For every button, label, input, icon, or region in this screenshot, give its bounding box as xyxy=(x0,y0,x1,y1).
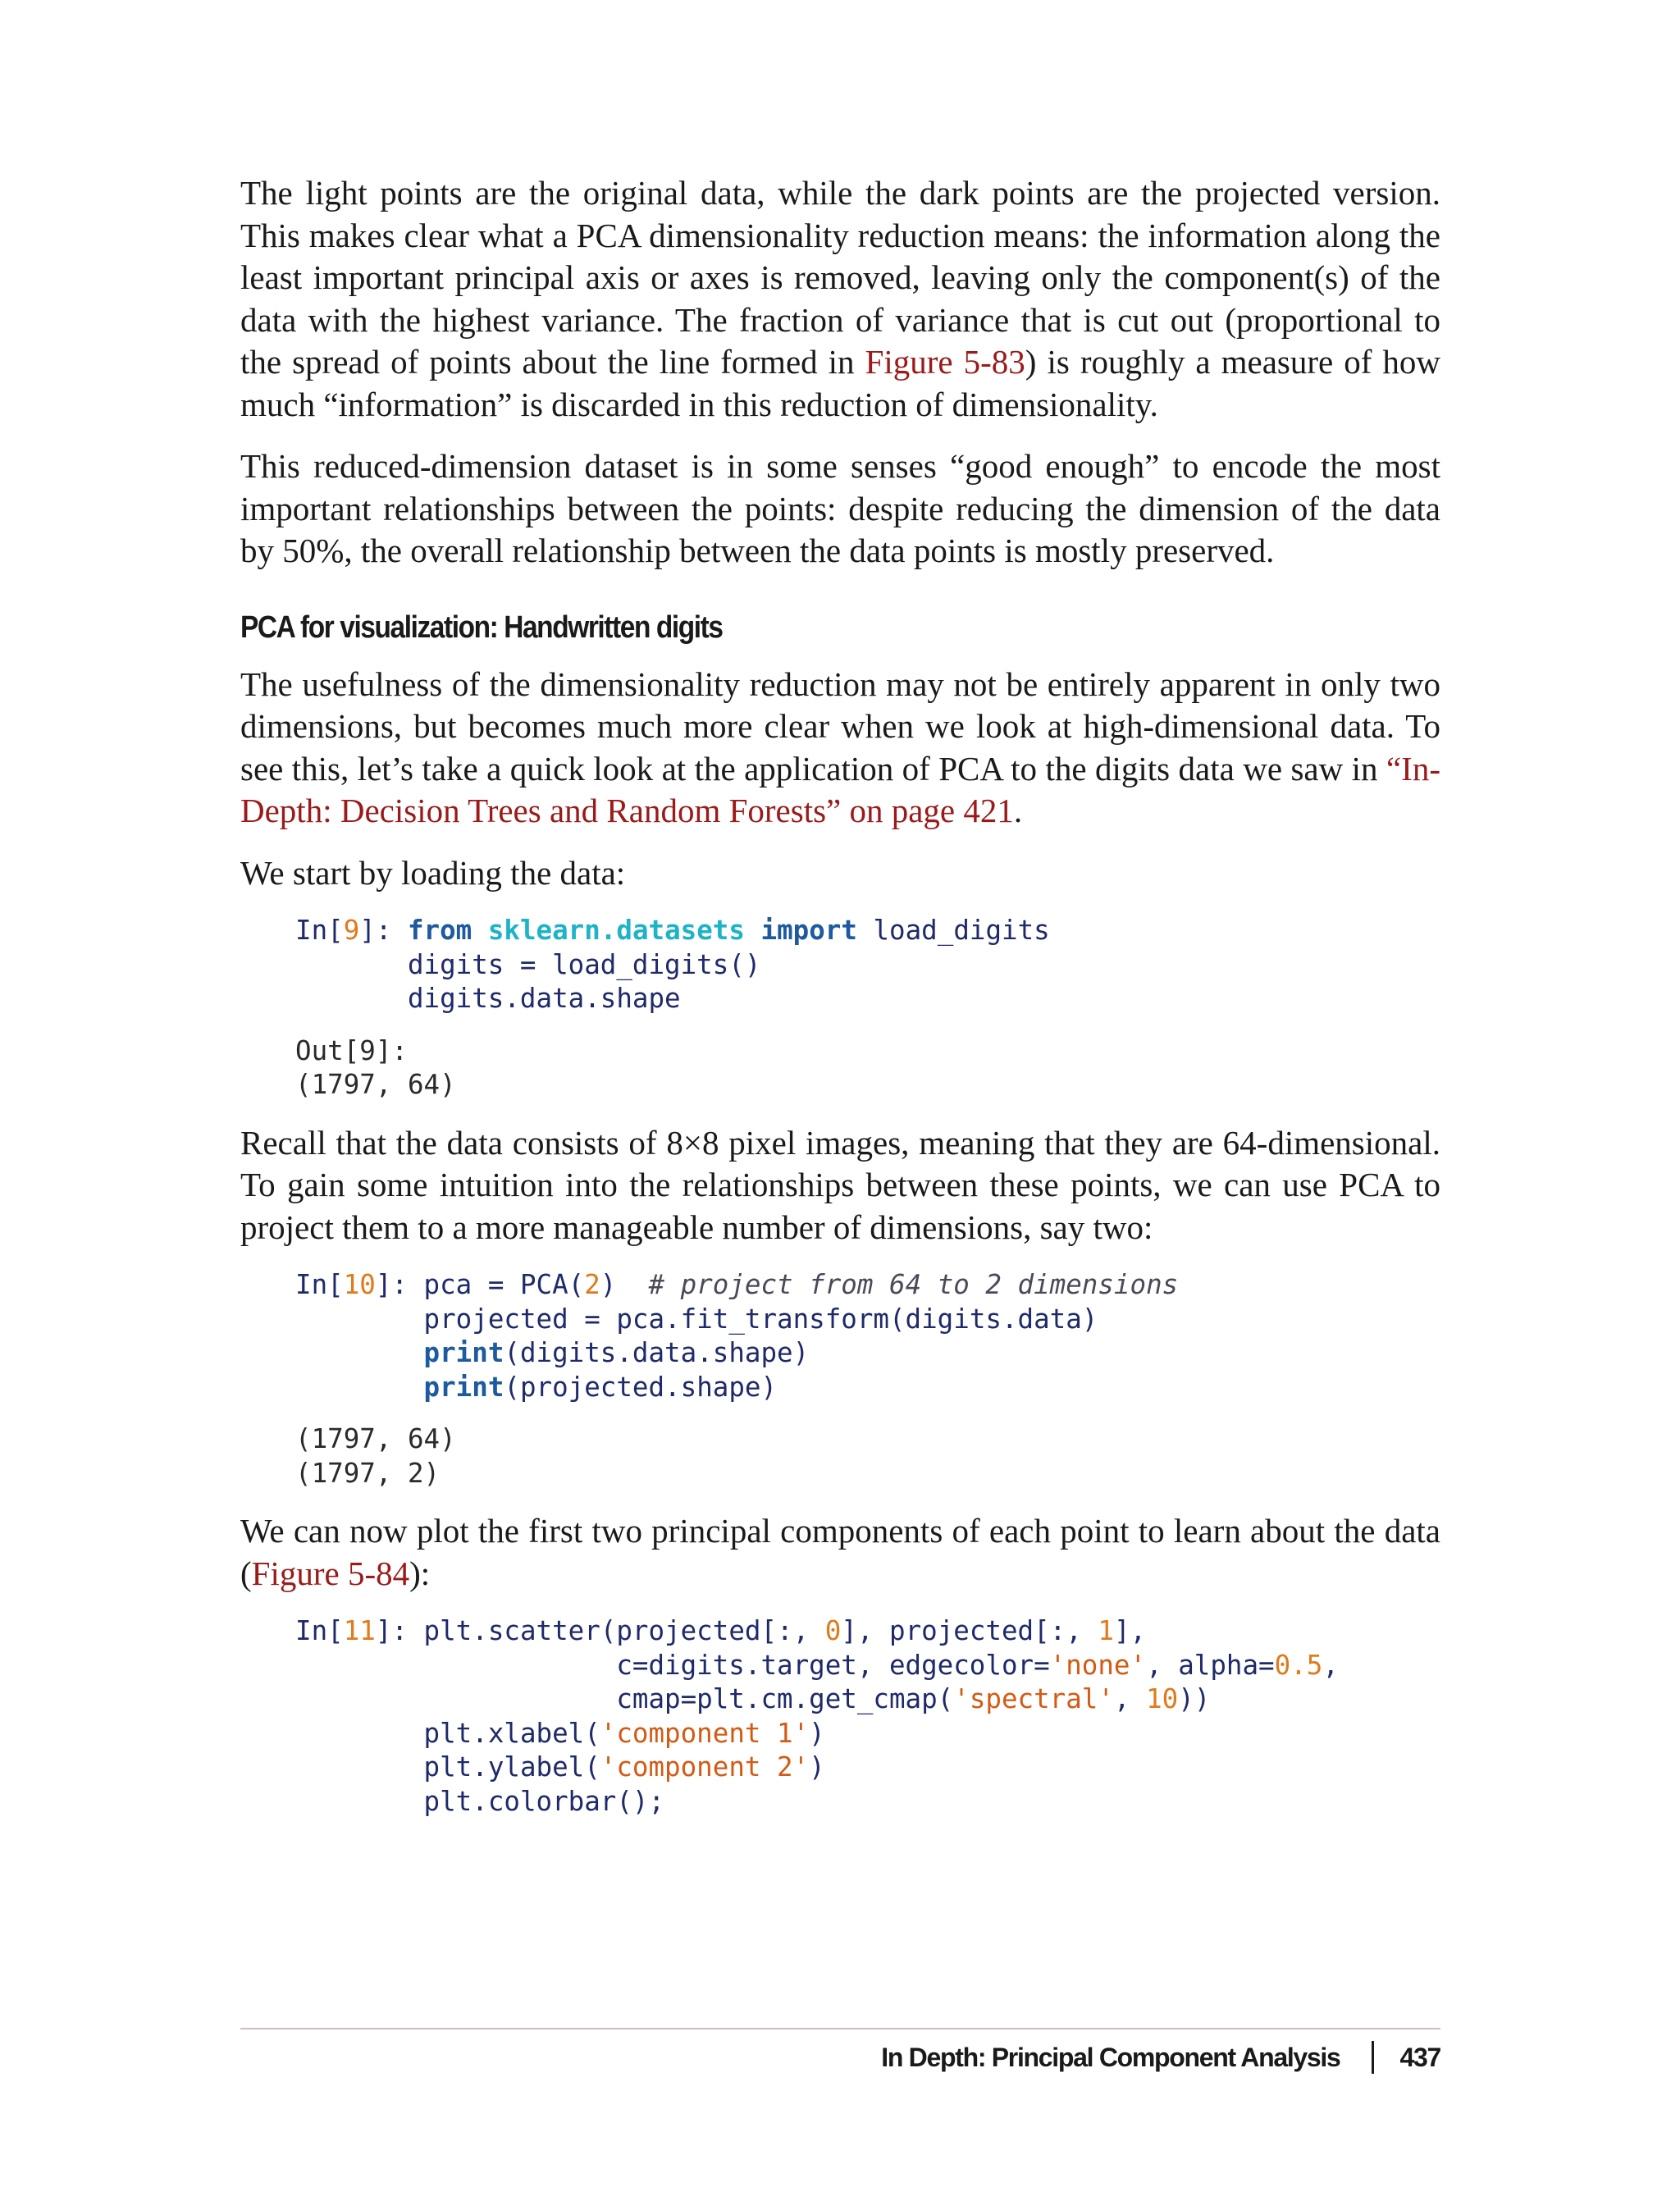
code-block-in11 xyxy=(295,1614,1440,1819)
running-title: In Depth: Principal Component Analysis xyxy=(881,2042,1340,2072)
code-line xyxy=(295,914,1440,948)
output-value: (1797, 64) xyxy=(295,1069,456,1100)
code-output xyxy=(295,1422,1440,1457)
footer-divider xyxy=(240,2028,1440,2029)
paragraph-text: We can now plot the first two principal components of each point to learn about the data ( xyxy=(240,1512,1440,1592)
code-text: plt.xlabel( xyxy=(423,1717,600,1749)
code-prompt: ]: xyxy=(375,1615,424,1646)
code-text: ], xyxy=(1113,1615,1147,1646)
paragraph-projection-explanation xyxy=(240,172,1440,426)
code-text: (digits.data.shape) xyxy=(504,1337,810,1368)
code-text: ) xyxy=(809,1717,825,1749)
code-line xyxy=(295,1682,1440,1717)
code-comment: # project from 64 to 2 dimensions xyxy=(648,1269,1179,1300)
code-text: cmap=plt.cm.get_cmap( xyxy=(616,1683,954,1714)
paragraph-text: . xyxy=(1013,792,1023,829)
code-keyword: import xyxy=(760,915,857,946)
code-text: digits = load_digits() xyxy=(407,948,761,980)
paragraph-text: ) is roughly a measure of how much “information” is discarded in this reduction of dimensionality. xyxy=(240,343,1440,423)
paragraph-recall: Recall that the data consists of 8×8 pixel images, meaning that they are 64-dimensional. To gain some intuition into the relationships between these points, we can use PCA to project them to a more manageable number of dimensions, say two: xyxy=(240,1123,1440,1246)
code-line xyxy=(295,1751,1440,1785)
figure-5-83-link[interactable]: Figure 5-83 xyxy=(865,343,1025,381)
code-output xyxy=(295,1457,1440,1491)
code-prompt: ]: xyxy=(359,915,408,946)
code-number: 10 xyxy=(1146,1683,1179,1714)
code-prompt: In[ xyxy=(295,915,344,946)
code-line xyxy=(295,1717,1440,1751)
code-string: 'component 1' xyxy=(600,1717,810,1749)
code-text: , xyxy=(1113,1683,1147,1714)
code-name: load_digits xyxy=(873,915,1050,946)
code-number: 0 xyxy=(824,1615,842,1646)
code-number: 1 xyxy=(1098,1615,1114,1646)
code-text: , alpha= xyxy=(1146,1649,1275,1681)
code-prompt-number: 10 xyxy=(343,1269,376,1300)
paragraph-text: The usefulness of the dimensionality reduction may not be entirely apparent in only two dimensions, but becomes much more clear when we look at high-dimensional data. To see this, let’s take a quick look at the application of PCA to the digits data we saw in xyxy=(240,664,1440,788)
code-line xyxy=(295,1649,1440,1683)
page-number: 437 xyxy=(1399,2042,1440,2072)
code-string: 'none' xyxy=(1049,1649,1147,1681)
footer-separator xyxy=(1372,2041,1374,2074)
code-line xyxy=(295,948,1440,983)
code-line xyxy=(295,1336,1440,1371)
code-text: , xyxy=(1322,1649,1339,1681)
code-text: plt.ylabel( xyxy=(423,1751,600,1783)
code-keyword: print xyxy=(423,1337,504,1368)
code-number: 0.5 xyxy=(1274,1649,1323,1681)
code-line xyxy=(295,1785,1440,1819)
code-text: )) xyxy=(1178,1683,1211,1714)
figure-5-84-link[interactable]: Figure 5-84 xyxy=(251,1554,410,1592)
code-number: 2 xyxy=(584,1269,600,1300)
code-prompt-number: 9 xyxy=(343,915,360,946)
code-keyword: from xyxy=(407,915,472,946)
code-text: digits.data.shape xyxy=(407,983,681,1014)
code-text: ) xyxy=(600,1269,649,1300)
code-output xyxy=(295,1068,1440,1102)
code-prompt: ]: xyxy=(375,1269,424,1300)
paragraph-plot-intro xyxy=(240,1510,1440,1595)
code-string: 'spectral' xyxy=(953,1683,1114,1714)
code-keyword: print xyxy=(423,1371,504,1403)
code-text: plt.colorbar(); xyxy=(423,1785,665,1817)
code-text: (projected.shape) xyxy=(504,1371,778,1403)
code-prompt-number: 11 xyxy=(343,1615,376,1646)
section-heading: PCA for visualization: Handwritten digits xyxy=(240,609,723,645)
code-block-in9 xyxy=(295,914,1440,1102)
decision-trees-link[interactable]: “In-Depth: Decision Trees and Random Forests” on page 421 xyxy=(240,749,1440,829)
page-content xyxy=(240,172,1440,1838)
code-text: plt.scatter(projected[:, xyxy=(423,1615,825,1646)
paragraph-text: The light points are the original data, while the dark points are the projected version. This makes clear what a PCA dimensionality reduction means: the information along the least important principal axis or axes is removed, leaving only the component(s) of the data with the highest variance. The fraction of variance that is cut out (proportional to the spread of points about the line formed in xyxy=(240,174,1440,381)
code-output-label xyxy=(295,1034,1440,1069)
code-text: pca = PCA( xyxy=(423,1269,585,1300)
code-module: sklearn.datasets xyxy=(487,915,745,946)
code-text: projected = pca.fit_transform(digits.data) xyxy=(423,1303,1098,1335)
code-string: 'component 2' xyxy=(600,1751,810,1783)
code-line xyxy=(295,1614,1440,1649)
page-footer xyxy=(881,2041,1440,2074)
code-text: ], projected[:, xyxy=(841,1615,1098,1646)
paragraph-reduced-dataset: This reduced-dimension dataset is in some senses “good enough” to encode the most important relationships between the points: despite reducing the dimension of the data by 50%, the overall relationship between the data points is mostly preserved. xyxy=(240,447,1440,569)
paragraph-usefulness xyxy=(240,664,1440,833)
code-line xyxy=(295,1303,1440,1337)
output-value: (1797, 2) xyxy=(295,1457,441,1489)
output-label: Out[9]: xyxy=(295,1034,408,1066)
code-text: ) xyxy=(809,1751,825,1783)
code-line xyxy=(295,1371,1440,1405)
code-prompt: In[ xyxy=(295,1615,344,1646)
paragraph-text: ): xyxy=(409,1554,431,1592)
output-value: (1797, 64) xyxy=(295,1423,456,1454)
code-line xyxy=(295,982,1440,1016)
code-prompt: In[ xyxy=(295,1269,344,1300)
code-line xyxy=(295,1268,1440,1303)
code-text: c=digits.target, edgecolor= xyxy=(616,1649,1050,1681)
paragraph-loading: We start by loading the data: xyxy=(240,853,626,892)
code-block-in10 xyxy=(295,1268,1440,1491)
